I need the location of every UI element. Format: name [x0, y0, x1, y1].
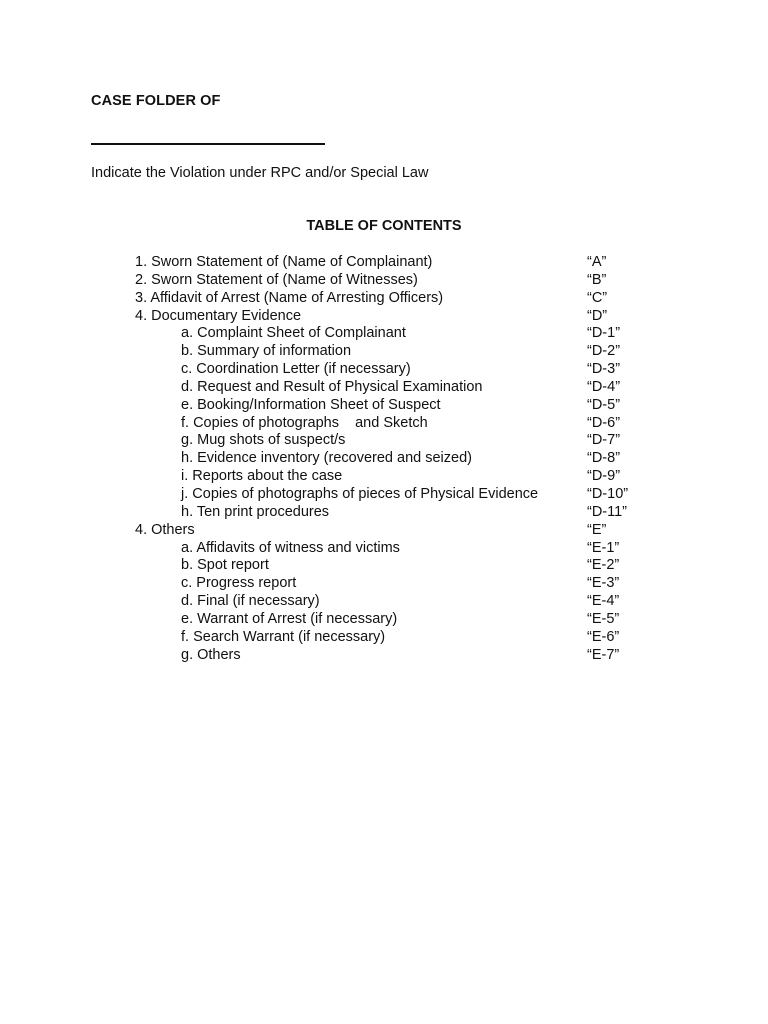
- toc-subentry: [0, 575, 768, 593]
- toc-entry-label: b. Spot report: [181, 557, 269, 574]
- toc-entry: [0, 308, 768, 326]
- toc-entry-label: a. Complaint Sheet of Complainant: [181, 325, 406, 342]
- toc-entry-label: j. Copies of photographs of pieces of Physical Evidence: [181, 485, 539, 502]
- toc-entry-code: “E-5”: [587, 610, 620, 627]
- toc-entry-code: “D-10”: [587, 485, 629, 502]
- toc-entry-code: “E”: [587, 521, 607, 538]
- toc-entry: [0, 290, 768, 308]
- toc-subentry: [0, 593, 768, 611]
- toc-entry-code: “D-7”: [587, 432, 621, 449]
- toc-entry-label: a. Affidavits of witness and victims: [181, 539, 400, 556]
- toc-entry: [0, 522, 768, 540]
- toc-entry-code: “E-4”: [587, 593, 620, 610]
- toc-entry-code: “D-9”: [587, 468, 621, 485]
- toc-subentry: [0, 343, 768, 361]
- toc-entry-label: d. Request and Result of Physical Examination: [181, 378, 483, 395]
- toc-entry: [0, 272, 768, 290]
- toc-subentry: [0, 647, 768, 665]
- case-folder-title: CASE FOLDER OF: [91, 93, 221, 109]
- toc-subentry: [0, 557, 768, 575]
- toc-entry-code: “D-6”: [587, 414, 621, 431]
- toc-entry-label: f. Copies of photographs and Sketch: [181, 414, 428, 431]
- toc-entry-code: “E-2”: [587, 557, 620, 574]
- toc-entry-code: “B”: [587, 271, 607, 288]
- toc-entry-label: 1. Sworn Statement of (Name of Complainant): [135, 254, 433, 270]
- toc-entry-code: “D-8”: [587, 450, 621, 467]
- toc-heading: TABLE OF CONTENTS: [306, 218, 462, 234]
- toc-entry-label: d. Final (if necessary): [181, 593, 320, 610]
- toc-entry-label: 3. Affidavit of Arrest (Name of Arresting Officers): [135, 289, 444, 306]
- toc-entry-code: “C”: [587, 289, 608, 306]
- toc-entry-label: c. Coordination Letter (if necessary): [181, 361, 411, 378]
- toc-subentry: [0, 397, 768, 415]
- toc-subentry: [0, 468, 768, 486]
- toc-entry-label: 4. Others: [135, 521, 195, 538]
- toc-entry-label: 4. Documentary Evidence: [135, 307, 302, 324]
- toc-entry-code: “D-11”: [587, 503, 628, 520]
- toc-subentry: [0, 432, 768, 450]
- violation-instruction: Indicate the Violation under RPC and/or Special Law: [91, 165, 429, 181]
- toc-subentry: [0, 540, 768, 558]
- toc-subentry: [0, 325, 768, 343]
- toc-subentry: [0, 504, 768, 522]
- toc-entry-label: h. Ten print procedures: [181, 503, 330, 520]
- case-name-blank-line: [91, 143, 325, 145]
- toc-entry-label: g. Others: [181, 646, 241, 663]
- toc-entry-label: e. Warrant of Arrest (if necessary): [181, 610, 398, 627]
- table-of-contents: [0, 254, 768, 664]
- toc-subentry: [0, 415, 768, 433]
- toc-entry-label: b. Summary of information: [181, 343, 352, 360]
- toc-entry-label: h. Evidence inventory (recovered and seized): [181, 450, 472, 467]
- toc-entry-code: “E-3”: [587, 575, 620, 592]
- toc-subentry: [0, 611, 768, 629]
- toc-subentry: [0, 361, 768, 379]
- toc-entry-code: “D-5”: [587, 396, 621, 413]
- toc-entry-code: “D-1”: [587, 325, 621, 342]
- toc-subentry: [0, 450, 768, 468]
- toc-entry-label: i. Reports about the case: [181, 468, 343, 485]
- toc-entry-code: “E-7”: [587, 646, 620, 663]
- toc-entry-label: c. Progress report: [181, 575, 297, 592]
- toc-entry-code: “D-3”: [587, 361, 621, 378]
- toc-entry-code: “D”: [587, 307, 608, 324]
- toc-entry-code: “D-2”: [587, 343, 621, 360]
- toc-entry-code: “A”: [587, 254, 607, 270]
- toc-entry-label: f. Search Warrant (if necessary): [181, 628, 386, 645]
- toc-subentry: [0, 486, 768, 504]
- toc-entry-code: “E-1”: [587, 539, 620, 556]
- toc-entry-label: e. Booking/Information Sheet of Suspect: [181, 396, 441, 413]
- toc-entry-code: “E-6”: [587, 628, 620, 645]
- toc-subentry: [0, 379, 768, 397]
- toc-entry-label: 2. Sworn Statement of (Name of Witnesses): [135, 271, 418, 288]
- toc-entry: [0, 254, 768, 272]
- toc-entry-code: “D-4”: [587, 378, 621, 395]
- toc-entry-label: g. Mug shots of suspect/s: [181, 432, 346, 449]
- toc-subentry: [0, 629, 768, 647]
